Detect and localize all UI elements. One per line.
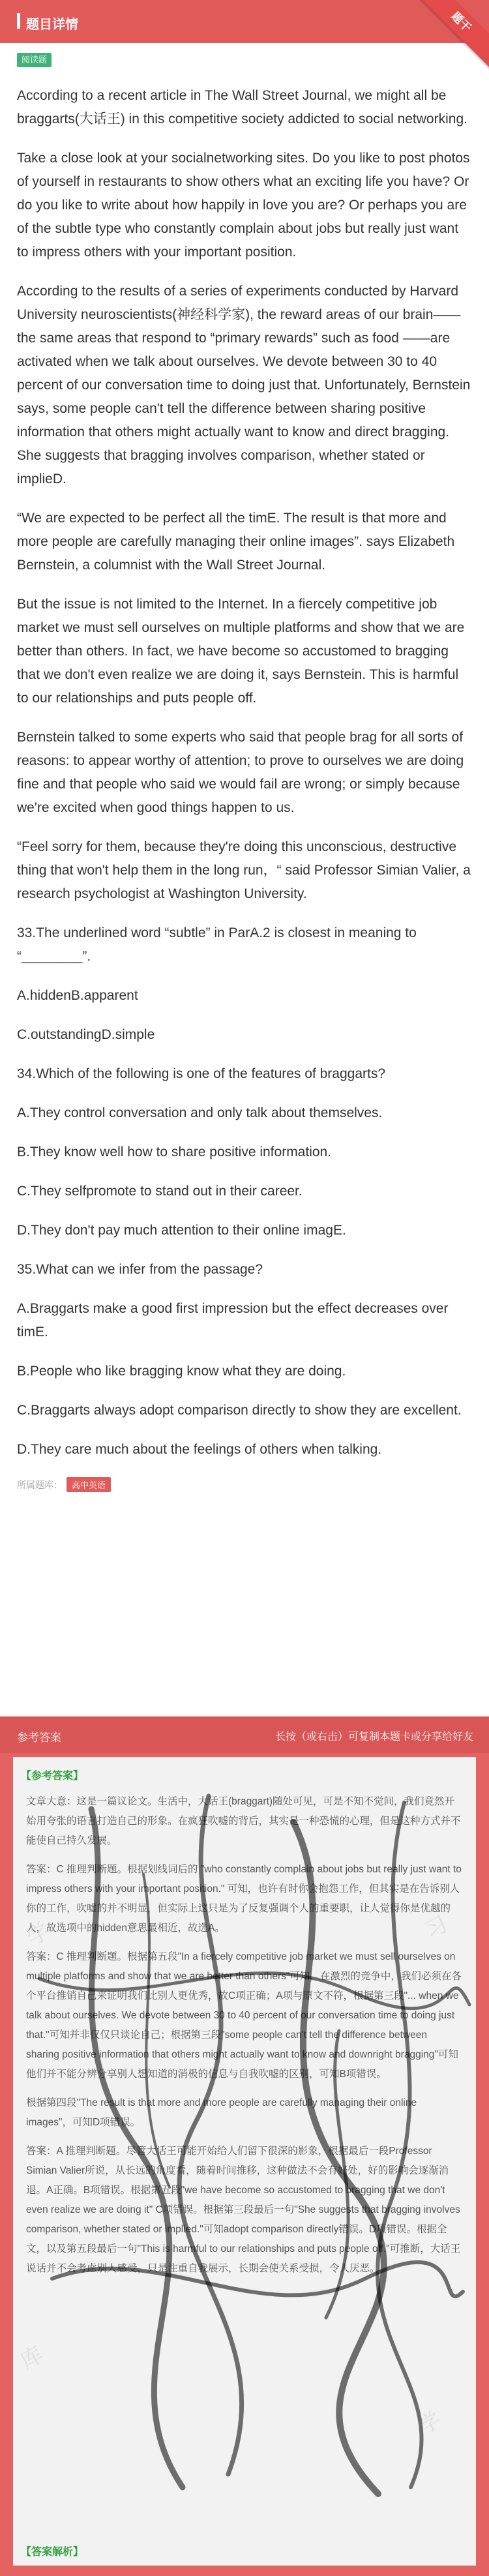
passage-paragraph: “Feel sorry for them, because they're doing this unconscious, destructive thing that won't help them in the long run，“ said Professor Simian Valier, a research psychologist at Washington University. (17, 839, 471, 901)
svg-text:学: 学 (413, 2406, 446, 2440)
reference-bar (0, 1716, 489, 1753)
answer-option: C.outstandingD.simple (17, 1027, 155, 1042)
answer-option: C.Braggarts always adopt comparison directly to show they are excellent. (17, 1403, 462, 1418)
question-type-badge: 阅读题 (17, 53, 52, 67)
header-bar (0, 0, 489, 43)
answer-option: A.hiddenB.apparent (17, 988, 138, 1003)
passage (17, 84, 472, 906)
reference-title: 参考答案 (17, 1731, 61, 1744)
passage-paragraph: According to the results of a series of experiments conducted by Harvard University neuroscientists(神经科学家), the reward areas of our brain——the same areas that respond to “primary rewards” such as food ——are activated when we talk about ourselves. We devote between 30 to 40 percent of our conversation time to doing just that. Unfortunately, Bernstein says, some people can't tell the difference between sharing positive information that others might actually want to know and direct bragging. She suggests that bragging involves comparison, whether stated or implieD. (17, 284, 471, 487)
question-stem: 33.The underlined word “subtle” in ParA.2 is closest in meaning to “________”. (17, 925, 417, 964)
answer-paragraph: 答案：A 推理判断题。尽管大话王可能开始给人们留下很深的影象，根据最后一段Professor Simian Valier所说，从长远的角度看，随着时间推移，这种做法不会有好处，好的影响会逐渐消退。A正确。B项错误。根据第五段"we have become so accustomed to bragging that we don't even realize we are doing it" C项错误。根据第三段最后一句"She suggests that bragging involves comparison, whether stated or implied."可知adopt comparison directly错误。D项错误。根据全文，以及第五段最后一句"This is harmful to our relationships and puts people off."可推断，大话王说话并不会考虑别人感受，只是注重自我展示，长期会使关系受损，令人厌恶。 (26, 2146, 461, 2274)
passage-paragraph: “We are expected to be perfect all the timE. The result is that more and more people are carefully managing their online images”. says Elizabeth Bernstein, a columnist with the Wall Street Journal. (17, 511, 455, 573)
title-accent (17, 13, 20, 29)
passage-paragraph: According to a recent article in The Wall Street Journal, we might all be braggarts(大话王) in this competitive society addicted to social networking. (17, 88, 467, 127)
answer-paragraph: 答案：C 推理判断题。根据第五段"In a fiercely competitive job market we must sell ourselves on multiple platforms and show that we are better than others"可知，在激烈的竞争中，我们必须在各个平台推销自己来证明我们比别人更优秀，故C项正确；A项与原文不符，根据第三段"... when we talk about ourselves. We devote between 30 to 40 percent of our conversation time to doing just that."可知并非仅仅只谈论自己；根据第三段"some people can't tell the difference between sharing positive information that others might actually want to know and downright bragging"可知他们并不能分辨分享别人想知道的消极的信息与自我吹嘘的区别，可知B项错误。 (26, 1951, 462, 2080)
passage-paragraph: Take a close look at your socialnetworking sites. Do you like to post photos of yourself in restaurants to show others what an exciting life you have? Or do you like to write about how happily in love you are? Or perhaps you are of the subtle type who constantly complain about jobs but really just want to impress others with your important position. (17, 151, 470, 260)
svg-text:习: 习 (420, 1911, 452, 1945)
corner-ribbon (417, 0, 489, 72)
page-title: 题目详情 (26, 18, 78, 32)
answer-option: A.Braggarts make a good first impression but the effect decreases over timE. (17, 1301, 449, 1340)
svg-text:库: 库 (16, 2341, 48, 2375)
answer-option: B.People who like bragging know what they are doing. (17, 1364, 346, 1379)
answer-paragraph: 答案：C 推理判断题。根据划线词后的 "who constantly complain about jobs but really just want to impress others with your important position." 可知，也许有时你会抱怨工作，但其实是在告诉别人你的工作，吹嘘的并不明显，但实际上这只是为了反复强调个人的重要职，让人觉得你是优越的人，故选项中的hidden意思最相近，故选A。 (26, 1864, 462, 1934)
question-stem: 34.Which of the following is one of the features of braggarts? (17, 1066, 386, 1081)
answer-paragraph: 根据第四段"The result is that more and more people are carefully managing their online images"，可知D项错误。 (26, 2097, 417, 2128)
answer-paragraph: 文章大意：这是一篇议论文。生活中，大话王(braggart)随处可见，可是不知不觉间，我们竟然开始用夸张的语言打造自己的形象。在疯狂吹嘘的背后，其实是一种恐慌的心理，但是这种方式并不能使自己持久发展。 (26, 1796, 461, 1846)
answer-option: C.They selfpromote to stand out in their career. (17, 1184, 303, 1199)
question-content (0, 84, 489, 1492)
source-label: 所属题库： (17, 1480, 63, 1490)
answer-option: D.They don't pay much attention to their online imagE. (17, 1223, 346, 1238)
passage-paragraph: Bernstein talked to some experts who said that people brag for all sorts of reasons: to appear worthy of attention; to prove to ourselves we are doing fine and that people who said we would fail are wrong; or simply because we're excited when good things happen to us. (17, 730, 464, 815)
svg-text:学: 学 (22, 1917, 55, 1951)
answer-label: 【参考答案】 (21, 1771, 84, 1782)
answer-box[interactable] (13, 1757, 476, 2566)
passage-paragraph: But the issue is not limited to the Internet. In a fiercely competitive job market we must sell ourselves on multiple platforms and show that we are better than others. In fact, we have become so accustomed to bragging that we don't even realize we are doing it, says Bernstein. This is harmful to our relationships and puts people off. (17, 597, 465, 706)
analysis-label: 【答案解析】 (21, 2547, 84, 2558)
answer-option: A.They control conversation and only talk about themselves. (17, 1105, 383, 1120)
corner-ribbon-label: 题干 (417, 0, 489, 70)
answer-option: B.They know well how to share positive information. (17, 1145, 332, 1160)
source-tag[interactable]: 高中英语 (67, 1477, 111, 1492)
answer-area (0, 1753, 489, 2576)
question-list (17, 921, 472, 1461)
answer-option: D.They care much about the feelings of others when talking. (17, 1442, 382, 1457)
question-stem: 35.What can we infer from the passage? (17, 1262, 263, 1277)
share-hint[interactable]: 长按（或右击）可复制本题卡或分享给好友 (274, 1731, 473, 1743)
source-line (17, 1477, 472, 1492)
answer-text (26, 1792, 463, 2288)
